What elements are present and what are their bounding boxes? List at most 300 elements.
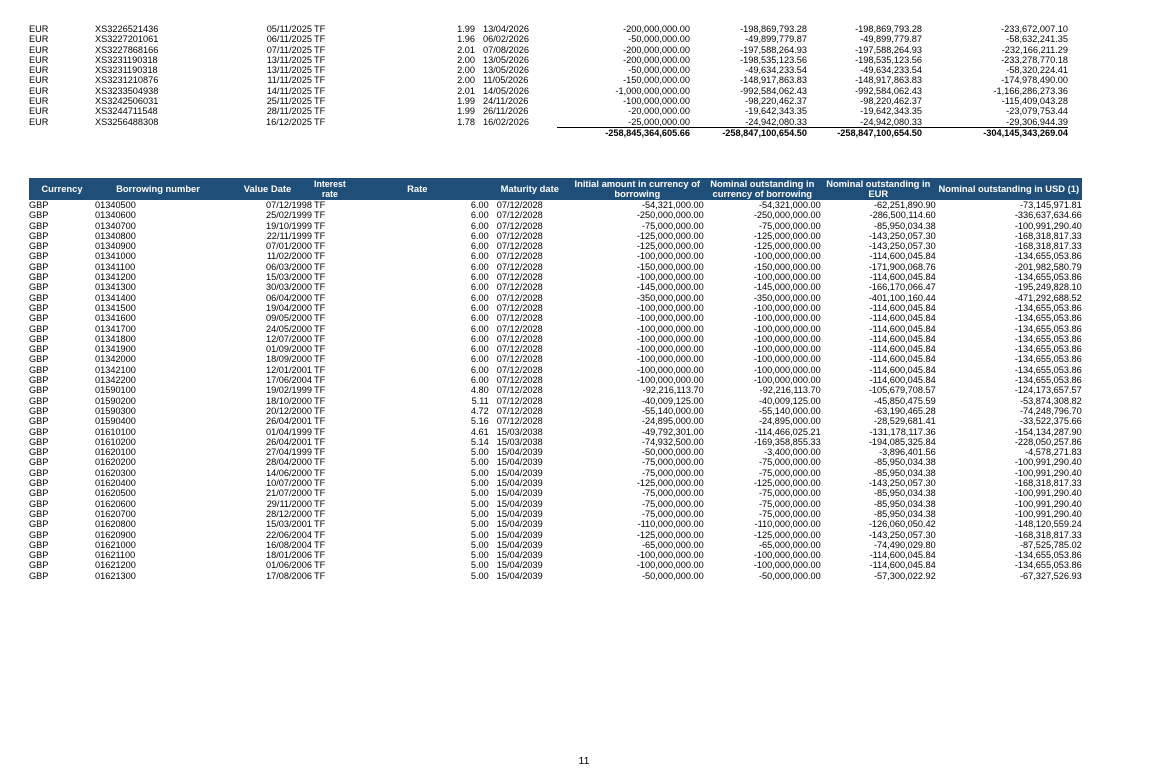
cell-borrowing-number: 01341500 <box>95 302 136 313</box>
cell-value-date: 11/02/2000 <box>266 251 312 262</box>
cell-currency: GBP <box>29 405 49 416</box>
cell-nominal-eur: -85,950,034.38 <box>873 220 936 231</box>
cell-value-date: 18/01/2006 <box>266 550 312 561</box>
cell-rate: 5.00 <box>470 550 489 561</box>
gbp-table-row <box>29 385 1082 395</box>
cell-initial-amount: -50,000,000.00 <box>641 570 704 581</box>
total-nominal-borrowing: -258,847,100,654.50 <box>722 127 807 138</box>
cell-nominal-borrowing: -100,000,000.00 <box>753 560 821 571</box>
cell-currency: GBP <box>29 251 49 262</box>
cell-nominal-borrowing: -49,899,779.87 <box>745 34 807 45</box>
cell-rate-type: TF <box>314 405 326 416</box>
cell-nominal-usd: -195,249,828.10 <box>1014 282 1082 293</box>
cell-value-date: 01/04/1999 <box>266 426 312 437</box>
cell-borrowing-number: 01341200 <box>95 272 136 283</box>
cell-nominal-usd: -134,655,053.86 <box>1014 354 1082 365</box>
cell-rate: 6.00 <box>470 375 489 386</box>
cell-rate: 6.00 <box>470 354 489 365</box>
cell-nominal-usd: -148,120,559.24 <box>1014 519 1082 530</box>
gbp-table-row <box>29 354 1082 364</box>
cell-initial-amount: -50,000,000.00 <box>628 34 690 45</box>
cell-nominal-borrowing: -125,000,000.00 <box>753 230 821 241</box>
cell-initial-amount: -75,000,000.00 <box>641 457 704 468</box>
cell-rate-type: TF <box>314 478 326 489</box>
cell-currency: GBP <box>29 344 49 355</box>
gbp-table-row <box>29 251 1082 261</box>
cell-nominal-borrowing: -49,634,233.54 <box>745 65 807 76</box>
gbp-table-row <box>29 550 1082 560</box>
cell-initial-amount: -24,895,000.00 <box>641 416 704 427</box>
cell-value-date: 13/11/2025 <box>266 54 312 65</box>
cell-rate-type: TF <box>314 385 326 396</box>
cell-maturity-date: 07/12/2028 <box>496 354 543 365</box>
cell-currency: GBP <box>29 447 49 458</box>
cell-nominal-eur: -992,584,062.43 <box>855 85 922 96</box>
cell-nominal-borrowing: -75,000,000.00 <box>758 220 821 231</box>
cell-initial-amount: -40,009,125.00 <box>641 395 704 406</box>
gbp-section <box>29 178 1082 581</box>
cell-rate-type: TF <box>314 292 326 303</box>
cell-currency: EUR <box>29 44 49 55</box>
cell-rate-type: TF <box>314 426 326 437</box>
cell-maturity-date: 07/12/2028 <box>496 344 543 355</box>
cell-value-date: 24/05/2000 <box>266 323 312 334</box>
page-number: 11 <box>578 755 590 767</box>
cell-nominal-borrowing: -198,869,793.28 <box>740 24 807 34</box>
total-nominal-usd: -304,145,343,269.04 <box>983 127 1068 138</box>
cell-borrowing-number: 01620500 <box>95 488 136 499</box>
cell-borrowing-number: 01620600 <box>95 498 136 509</box>
gbp-table-row <box>29 221 1082 231</box>
cell-rate: 2.00 <box>457 54 475 65</box>
cell-rate: 1.78 <box>457 116 475 127</box>
cell-initial-amount: -150,000,000.00 <box>623 75 690 86</box>
cell-maturity-date: 15/04/2039 <box>496 478 543 489</box>
cell-maturity-date: 07/12/2028 <box>496 385 543 396</box>
cell-value-date: 14/06/2000 <box>266 467 312 478</box>
cell-rate: 6.00 <box>470 272 489 283</box>
cell-rate-type: TF <box>314 436 326 447</box>
cell-initial-amount: -74,932,500.00 <box>641 436 704 447</box>
cell-borrowing-number: 01590400 <box>95 416 136 427</box>
cell-maturity-date: 07/12/2028 <box>496 272 543 283</box>
cell-nominal-eur: -198,535,123.56 <box>855 54 922 65</box>
cell-nominal-eur: -401,100,160.44 <box>868 292 936 303</box>
cell-nominal-borrowing: -150,000,000.00 <box>753 261 821 272</box>
cell-nominal-eur: -198,869,793.28 <box>855 24 922 34</box>
cell-rate: 6.00 <box>470 261 489 272</box>
cell-initial-amount: -75,000,000.00 <box>641 488 704 499</box>
cell-rate: 1.99 <box>457 96 475 107</box>
cell-rate-type: TF <box>314 282 326 293</box>
cell-nominal-eur: -114,600,045.84 <box>869 364 936 375</box>
cell-nominal-borrowing: -992,584,062.43 <box>740 85 807 96</box>
gbp-table-row <box>29 457 1082 467</box>
cell-nominal-borrowing: -197,588,264.93 <box>740 44 807 55</box>
cell-rate: 5.00 <box>470 447 489 458</box>
cell-currency: GBP <box>29 436 49 447</box>
cell-initial-amount: -125,000,000.00 <box>636 241 704 252</box>
gbp-table-row <box>29 416 1082 426</box>
gbp-table-row <box>29 313 1082 323</box>
cell-value-date: 06/03/2000 <box>266 261 312 272</box>
cell-nominal-eur: -63,190,465.28 <box>873 405 936 416</box>
cell-borrowing-number: 01340900 <box>95 241 136 252</box>
cell-rate-type: TF <box>314 354 326 365</box>
cell-value-date: 26/04/2001 <box>266 436 312 447</box>
cell-currency: EUR <box>29 96 49 107</box>
gbp-table-row <box>29 427 1082 437</box>
gbp-table-row <box>29 282 1082 292</box>
gbp-table-row <box>29 406 1082 416</box>
gbp-table-row <box>29 365 1082 375</box>
cell-nominal-usd: -471,292,688.52 <box>1014 292 1082 303</box>
cell-initial-amount: -110,000,000.00 <box>637 519 704 530</box>
cell-maturity-date: 07/12/2028 <box>496 261 543 272</box>
cell-borrowing-number: 01620700 <box>95 508 136 519</box>
cell-currency: GBP <box>29 467 49 478</box>
cell-nominal-eur: -197,588,264.93 <box>855 44 922 55</box>
cell-rate: 5.00 <box>470 488 489 499</box>
cell-rate: 4.61 <box>470 426 489 437</box>
cell-value-date: 01/06/2006 <box>266 560 312 571</box>
gbp-table-row <box>29 344 1082 354</box>
cell-nominal-usd: -174,978,490.00 <box>1001 75 1068 86</box>
gbp-table-row <box>29 519 1082 529</box>
cell-nominal-eur: -114,600,045.84 <box>869 272 936 283</box>
cell-maturity-date: 07/12/2028 <box>496 364 543 375</box>
cell-nominal-usd: -134,655,053.86 <box>1014 333 1082 344</box>
cell-borrowing-number: 01341800 <box>95 333 136 344</box>
cell-rate: 5.00 <box>470 519 489 530</box>
cell-rate: 6.00 <box>470 251 489 262</box>
cell-currency: GBP <box>29 529 49 540</box>
eur-table-row <box>29 65 1068 75</box>
cell-maturity-date: 13/04/2026 <box>483 24 529 34</box>
cell-rate: 2.00 <box>457 75 475 86</box>
cell-nominal-borrowing: -100,000,000.00 <box>753 313 821 324</box>
cell-initial-amount: -100,000,000.00 <box>636 313 704 324</box>
cell-initial-amount: -55,140,000.00 <box>641 405 704 416</box>
cell-initial-amount: -145,000,000.00 <box>636 282 704 293</box>
gbp-table-row <box>29 468 1082 478</box>
cell-nominal-usd: -100,991,290.40 <box>1014 220 1082 231</box>
cell-rate-type: TF <box>314 488 326 499</box>
cell-nominal-usd: -233,672,007.10 <box>1001 24 1068 34</box>
cell-rate-type: TF <box>314 230 326 241</box>
cell-nominal-usd: -100,991,290.40 <box>1014 498 1082 509</box>
gbp-table-row <box>29 437 1082 447</box>
cell-initial-amount: -100,000,000.00 <box>636 364 704 375</box>
cell-borrowing-number: 01340800 <box>95 230 136 241</box>
cell-initial-amount: -100,000,000.00 <box>623 96 690 107</box>
cell-maturity-date: 15/04/2039 <box>496 488 543 499</box>
cell-rate-type: TF <box>314 395 326 406</box>
cell-rate: 2.00 <box>457 65 475 76</box>
cell-borrowing-number: 01340600 <box>95 210 136 221</box>
cell-nominal-borrowing: -100,000,000.00 <box>753 364 821 375</box>
cell-value-date: 17/06/2004 <box>266 375 312 386</box>
cell-value-date: 22/11/1999 <box>266 230 312 241</box>
cell-maturity-date: 24/11/2026 <box>483 96 529 107</box>
cell-rate: 6.00 <box>470 282 489 293</box>
gbp-table-row <box>29 560 1082 570</box>
cell-nominal-usd: -336,637,634.66 <box>1014 210 1082 221</box>
cell-rate: 4.72 <box>470 405 489 416</box>
cell-value-date: 22/06/2004 <box>266 529 312 540</box>
cell-nominal-borrowing: -19,642,343.35 <box>745 106 807 117</box>
cell-nominal-eur: -114,600,045.84 <box>869 550 936 561</box>
cell-maturity-date: 07/12/2028 <box>496 302 543 313</box>
cell-rate-type: TF <box>314 210 326 221</box>
cell-currency: GBP <box>29 550 49 561</box>
cell-rate-type: TF <box>314 550 326 561</box>
gbp-header-row <box>29 178 1082 200</box>
cell-nominal-borrowing: -75,000,000.00 <box>758 467 821 478</box>
cell-currency: GBP <box>29 395 49 406</box>
cell-currency: GBP <box>29 272 49 283</box>
cell-value-date: 26/04/2001 <box>266 416 312 427</box>
cell-maturity-date: 16/02/2026 <box>483 116 529 127</box>
cell-maturity-date: 07/12/2028 <box>496 333 543 344</box>
cell-nominal-borrowing: -125,000,000.00 <box>753 241 821 252</box>
cell-value-date: 17/08/2006 <box>266 570 312 581</box>
cell-rate: 6.00 <box>470 220 489 231</box>
cell-initial-amount: -75,000,000.00 <box>641 220 704 231</box>
cell-value-date: 28/12/2000 <box>266 508 312 519</box>
col-nominal-eur: Nominal outstanding in EUR <box>821 178 936 200</box>
cell-value-date: 25/11/2025 <box>266 96 312 107</box>
cell-rate: 4.80 <box>470 385 489 396</box>
cell-maturity-date: 07/12/2028 <box>496 251 543 262</box>
gbp-table-row <box>29 488 1082 498</box>
cell-borrowing-number: 01342200 <box>95 375 136 386</box>
cell-rate: 5.00 <box>470 478 489 489</box>
cell-nominal-borrowing: -145,000,000.00 <box>753 282 821 293</box>
cell-borrowing-number: 01620300 <box>95 467 136 478</box>
cell-currency: GBP <box>29 375 49 386</box>
cell-maturity-date: 07/12/2028 <box>496 416 543 427</box>
cell-initial-amount: -200,000,000.00 <box>623 44 690 55</box>
cell-rate-type: TF <box>314 44 326 55</box>
cell-currency: GBP <box>29 323 49 334</box>
cell-borrowing-number: 01610100 <box>95 426 136 437</box>
cell-maturity-date: 11/05/2026 <box>483 75 529 86</box>
cell-nominal-usd: -201,982,580.79 <box>1014 261 1082 272</box>
cell-maturity-date: 06/02/2026 <box>483 34 529 45</box>
cell-rate-type: TF <box>314 375 326 386</box>
cell-nominal-eur: -166,170,066.47 <box>868 282 936 293</box>
cell-initial-amount: -150,000,000.00 <box>636 261 704 272</box>
cell-borrowing-number: XS3233504938 <box>95 85 159 96</box>
cell-nominal-usd: -100,991,290.40 <box>1014 467 1082 478</box>
cell-borrowing-number: 01340700 <box>95 220 136 231</box>
cell-currency: EUR <box>29 116 49 127</box>
cell-rate: 6.00 <box>470 292 489 303</box>
cell-maturity-date: 07/12/2028 <box>496 292 543 303</box>
cell-initial-amount: -250,000,000.00 <box>636 210 704 221</box>
gbp-table-row <box>29 334 1082 344</box>
cell-nominal-eur: -85,950,034.38 <box>873 508 936 519</box>
cell-maturity-date: 15/04/2039 <box>496 560 543 571</box>
cell-currency: GBP <box>29 210 49 221</box>
cell-rate: 6.00 <box>470 200 489 210</box>
cell-nominal-eur: -114,600,045.84 <box>869 375 936 386</box>
cell-nominal-eur: -194,085,325.84 <box>868 436 936 447</box>
cell-borrowing-number: 01341100 <box>95 261 136 272</box>
cell-maturity-date: 07/12/2028 <box>496 282 543 293</box>
cell-rate: 5.00 <box>470 457 489 468</box>
cell-currency: GBP <box>29 292 49 303</box>
cell-rate-type: TF <box>314 251 326 262</box>
cell-nominal-borrowing: -92,216,113.70 <box>759 385 821 396</box>
cell-maturity-date: 15/04/2039 <box>496 467 543 478</box>
cell-currency: GBP <box>29 354 49 365</box>
cell-rate: 5.16 <box>470 416 489 427</box>
cell-currency: GBP <box>29 230 49 241</box>
cell-currency: GBP <box>29 560 49 571</box>
cell-borrowing-number: 01341600 <box>95 313 136 324</box>
gbp-table-row <box>29 447 1082 457</box>
eur-totals-row <box>29 127 1068 139</box>
cell-rate: 5.14 <box>470 436 489 447</box>
cell-nominal-usd: -100,991,290.40 <box>1014 508 1082 519</box>
cell-borrowing-number: 01621000 <box>95 539 136 550</box>
cell-value-date: 18/09/2000 <box>266 354 312 365</box>
cell-rate: 1.99 <box>457 24 475 34</box>
cell-borrowing-number: 01341700 <box>95 323 136 334</box>
cell-nominal-borrowing: -350,000,000.00 <box>753 292 821 303</box>
cell-initial-amount: -100,000,000.00 <box>636 323 704 334</box>
cell-rate-type: TF <box>314 519 326 530</box>
cell-initial-amount: -200,000,000.00 <box>623 24 690 34</box>
cell-value-date: 13/11/2025 <box>266 65 312 76</box>
col-currency: Currency <box>29 178 95 200</box>
cell-maturity-date: 15/04/2039 <box>496 539 543 550</box>
cell-borrowing-number: XS3231190318 <box>95 54 158 65</box>
cell-initial-amount: -100,000,000.00 <box>636 560 704 571</box>
cell-nominal-eur: -114,600,045.84 <box>869 251 936 262</box>
cell-value-date: 09/05/2000 <box>266 313 312 324</box>
eur-table-row <box>29 24 1068 34</box>
cell-nominal-borrowing: -148,917,863.83 <box>740 75 807 86</box>
cell-initial-amount: -20,000,000.00 <box>628 106 690 117</box>
cell-nominal-usd: -134,655,053.86 <box>1014 313 1082 324</box>
cell-value-date: 07/12/1998 <box>266 200 312 210</box>
cell-nominal-usd: -115,409,043.28 <box>1001 96 1068 107</box>
cell-rate: 6.00 <box>470 230 489 241</box>
cell-nominal-borrowing: -55,140,000.00 <box>758 405 821 416</box>
cell-nominal-usd: -100,991,290.40 <box>1014 488 1082 499</box>
cell-currency: GBP <box>29 364 49 375</box>
cell-rate-type: TF <box>314 467 326 478</box>
cell-rate-type: TF <box>314 323 326 334</box>
cell-currency: GBP <box>29 261 49 272</box>
cell-rate: 5.00 <box>470 570 489 581</box>
eur-table-row <box>29 117 1068 128</box>
cell-currency: GBP <box>29 539 49 550</box>
cell-nominal-eur: -19,642,343.35 <box>860 106 922 117</box>
cell-value-date: 01/09/2000 <box>266 344 312 355</box>
gbp-table-row <box>29 231 1082 241</box>
cell-initial-amount: -50,000,000.00 <box>628 65 690 76</box>
cell-borrowing-number: 01621300 <box>95 570 136 581</box>
cell-rate: 6.00 <box>470 364 489 375</box>
col-value-date: Value Date <box>221 178 314 200</box>
cell-initial-amount: -54,321,000.00 <box>641 200 704 210</box>
cell-initial-amount: -25,000,000.00 <box>557 117 690 128</box>
cell-rate: 5.00 <box>470 539 489 550</box>
cell-currency: GBP <box>29 519 49 530</box>
cell-rate-type: TF <box>314 560 326 571</box>
cell-nominal-usd: -53,874,308.82 <box>1019 395 1082 406</box>
cell-borrowing-number: 01620100 <box>95 447 136 458</box>
cell-value-date: 12/01/2001 <box>266 364 312 375</box>
cell-value-date: 27/04/1999 <box>266 447 312 458</box>
cell-maturity-date: 07/12/2028 <box>496 405 543 416</box>
cell-rate-type: TF <box>314 416 326 427</box>
cell-maturity-date: 15/03/2038 <box>496 426 543 437</box>
cell-nominal-borrowing: -75,000,000.00 <box>758 488 821 499</box>
cell-maturity-date: 07/12/2028 <box>496 220 543 231</box>
cell-rate-type: TF <box>314 220 326 231</box>
col-initial-amount: Initial amount in currency of borrowing <box>571 178 704 200</box>
cell-rate-type: TF <box>314 54 326 65</box>
cell-value-date: 15/03/2000 <box>266 272 312 283</box>
cell-value-date: 11/11/2025 <box>267 75 312 86</box>
cell-nominal-borrowing: -100,000,000.00 <box>753 550 821 561</box>
cell-value-date: 16/12/2025 <box>266 116 312 127</box>
cell-maturity-date: 15/04/2039 <box>496 447 543 458</box>
cell-maturity-date: 07/12/2028 <box>496 241 543 252</box>
cell-rate-type: TF <box>314 261 326 272</box>
cell-maturity-date: 15/04/2039 <box>496 529 543 540</box>
cell-borrowing-number: 01342000 <box>95 354 136 365</box>
cell-value-date: 12/07/2000 <box>266 333 312 344</box>
cell-rate-type: TF <box>314 344 326 355</box>
gbp-table-row <box>29 210 1082 220</box>
cell-value-date: 18/10/2000 <box>266 395 312 406</box>
cell-rate: 5.00 <box>470 498 489 509</box>
cell-initial-amount: -50,000,000.00 <box>641 447 704 458</box>
total-nominal-eur: -258,847,100,654.50 <box>837 127 922 138</box>
cell-value-date: 15/03/2001 <box>266 519 312 530</box>
cell-borrowing-number: 01620900 <box>95 529 136 540</box>
cell-nominal-eur: -114,600,045.84 <box>869 333 936 344</box>
cell-rate: 1.99 <box>457 106 475 117</box>
cell-borrowing-number: XS3231210876 <box>95 75 159 86</box>
cell-nominal-usd: -134,655,053.86 <box>1014 323 1082 334</box>
cell-maturity-date: 07/12/2028 <box>496 395 543 406</box>
cell-rate-type: TF <box>314 302 326 313</box>
cell-nominal-eur: -24,942,080.33 <box>807 117 922 128</box>
cell-initial-amount: -92,216,113.70 <box>642 385 704 396</box>
cell-rate: 6.00 <box>470 241 489 252</box>
cell-nominal-usd: -87,525,785.02 <box>1019 539 1082 550</box>
cell-currency: GBP <box>29 385 49 396</box>
eur-table-row <box>29 55 1068 65</box>
cell-nominal-borrowing: -100,000,000.00 <box>753 251 821 262</box>
cell-borrowing-number: XS3244711548 <box>95 106 158 117</box>
cell-nominal-borrowing: -125,000,000.00 <box>753 478 821 489</box>
cell-rate: 6.00 <box>470 302 489 313</box>
cell-rate: 6.00 <box>470 323 489 334</box>
cell-value-date: 05/11/2025 <box>266 24 312 34</box>
cell-nominal-usd: -154,134,287.90 <box>1014 426 1082 437</box>
cell-initial-amount: -75,000,000.00 <box>641 508 704 519</box>
cell-currency: GBP <box>29 570 49 581</box>
eur-borrowings-table <box>29 24 1068 139</box>
